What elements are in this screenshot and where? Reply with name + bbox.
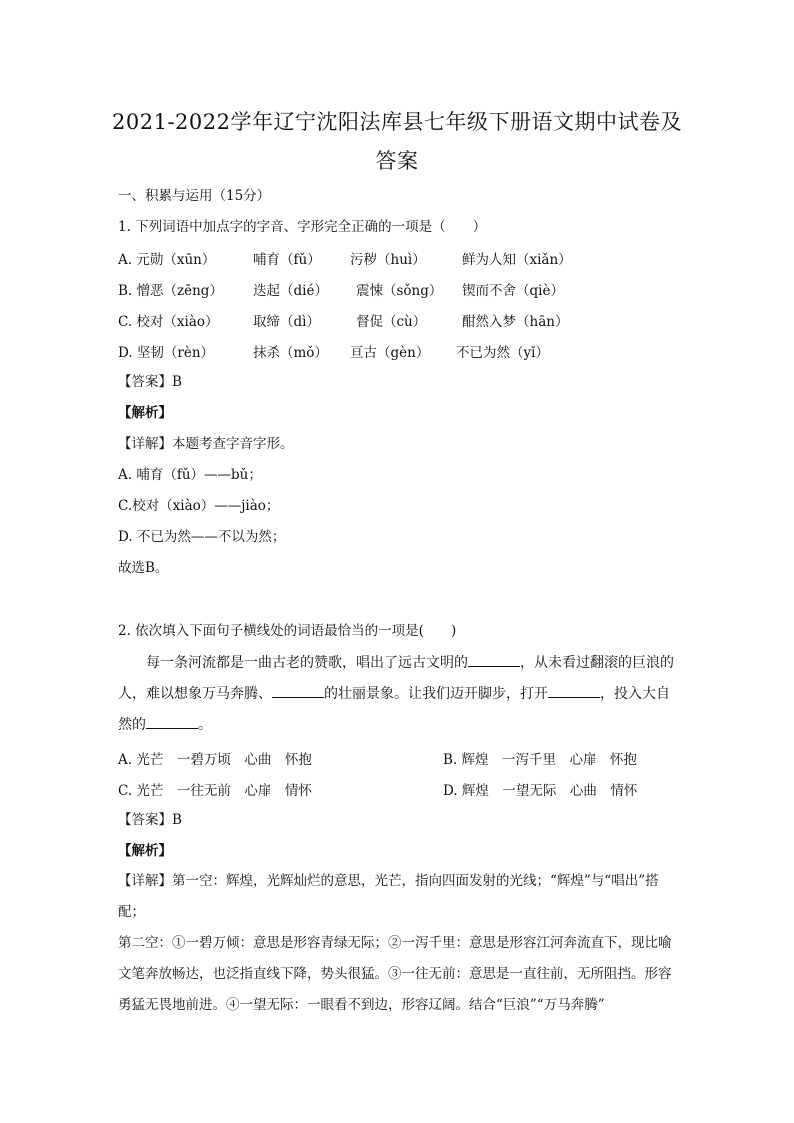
q2-option-c: C. 光芒 一往无前 心扉 情怀 [118, 783, 312, 799]
q1-answer: 【答案】B [118, 374, 182, 390]
q1-a-4: 鲜为人知（xiǎn） [462, 252, 572, 268]
q1-b-1: B. 憎恶（zēng） [118, 283, 223, 299]
q2-answer: 【答案】B [118, 812, 182, 828]
question-2-stem: 2. 依次填入下面句子横线处的词语最恰当的一项是( ) [118, 623, 457, 639]
q1-c-1: C. 校对（xiào） [118, 314, 219, 330]
q2-passage-part2: ，从未看过翻滚的巨浪的人，难以想象万马奔腾、 [118, 655, 674, 702]
q1-a-3: 污秽（huì） [350, 252, 426, 268]
q2-option-a: A. 光芒 一碧万顷 心曲 怀抱 [118, 752, 312, 768]
q1-conclusion: 故选B。 [118, 560, 169, 576]
q1-d-2: 抹杀（mǒ） [253, 345, 328, 361]
q2-option-b: B. 辉煌 一泻千里 心扉 怀抱 [443, 752, 638, 768]
doc-title-line2: 答案 [375, 149, 419, 173]
q2-passage-part4: ，投入大自然的 [118, 686, 670, 733]
q1-b-2: 迭起（dié） [253, 283, 328, 299]
q2-passage-part1: 每一条河流都是一曲古老的赞歌，唱出了远古文明的 [146, 655, 468, 671]
q1-detail-d: D. 不已为然——不以为然； [118, 529, 286, 545]
q1-d-3: 亘古（gèn） [350, 345, 430, 361]
q2-detail: 【详解】第一空：辉煌，光辉灿烂的意思，光芒，指向四面发射的光线；“辉煌”与“唱出”搭配； [118, 873, 659, 920]
q1-b-4: 锲而不舍（qiè） [462, 283, 564, 299]
q1-a-2: 哺育（fǔ） [253, 252, 321, 268]
q2-analysis-label: 【解析】 [118, 843, 172, 859]
q2-passage-part3: 的壮丽景象。让我们迈开脚步，打开 [324, 686, 548, 702]
q1-detail: 【详解】本题考查字音字形。 [118, 436, 294, 452]
q2-option-d: D. 辉煌 一望无际 心曲 情怀 [443, 783, 638, 799]
q1-detail-c: C.校对（xiào）——jiào； [118, 498, 280, 514]
q1-c-2: 取缔（dì） [253, 314, 320, 330]
q2-detail-2: 第二空：①一碧万倾：意思是形容青绿无际；②一泻千里：意思是形容江河奔流直下，现比喻文笔奔放畅达，也泛指直线下降，势头很猛。③一往无前：意思是一直往前，无所阻挡。形容勇猛无畏地前进。④一望无际：一眼看不到边，形容辽阔。结合“巨浪”“万马奔腾” [118, 935, 672, 1013]
doc-title-line1: 2021-2022学年辽宁沈阳法库县七年级下册语文期中试卷及 [112, 110, 682, 134]
q1-d-4: 不已为然（yǐ） [456, 345, 549, 361]
q2-passage [118, 648, 678, 741]
fill-blank-2 [272, 683, 324, 698]
q1-c-4: 酣然入梦（hān） [462, 314, 569, 330]
q1-b-3: 震悚（sǒng） [356, 283, 443, 299]
fill-blank-3 [548, 683, 600, 698]
section-heading: 一、积累与运用（15分） [118, 188, 271, 204]
q1-detail-a: A. 哺育（fǔ）——bǔ； [118, 467, 262, 483]
question-1-stem: 1. 下列词语中加点字的字音、字形完全正确的一项是（ ） [118, 219, 487, 235]
fill-blank-4 [146, 714, 198, 729]
fill-blank-1 [468, 652, 520, 667]
q2-passage-part5: 。 [198, 717, 212, 733]
q1-analysis-label: 【解析】 [118, 405, 172, 421]
q1-d-1: D. 坚韧（rèn） [118, 345, 215, 361]
q1-a-1: A. 元勋（xūn） [118, 252, 216, 268]
q1-c-3: 督促（cù） [356, 314, 427, 330]
